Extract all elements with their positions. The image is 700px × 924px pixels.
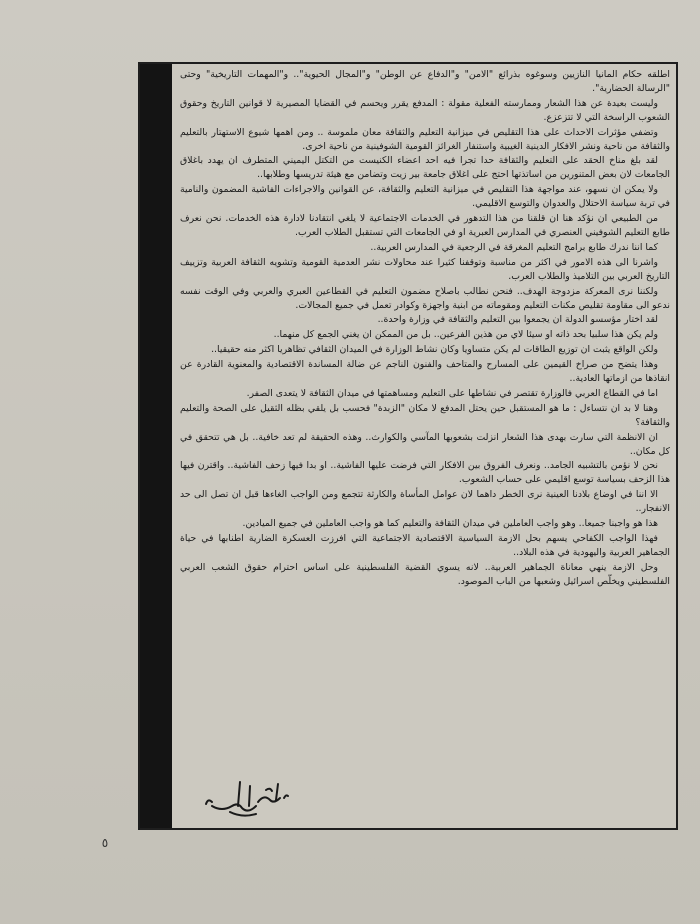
paragraph: ولا يمكن ان نسهو، عند مواجهة هذا التقليص في ميزانية التعليم والثقافة، عن القوانين والاجراءات الفاشية المضمون والنامية في تربة سياسة الاحتلال والعدوان والتوسع الاقليمي. [180, 184, 670, 210]
paragraph: من الطبيعي ان نؤكد هنا ان قلقنا من هذا التدهور في الخدمات الاجتماعية لا يلغي انتقادنا لادارة هذه الخدمات. نحن نعرف طابع التعليم الشوفيني العنصري في المدارس العبرية او في الجامعات التي تستقبل الطلاب العرب. [180, 213, 670, 238]
paragraph: ان الانظمة التي سارت بهدى هذا الشعار انزلت بشعوبها المآسي والكوارث.. وهذه الحقيقة لم تعد خافية.. بل هي تتحقق في كل مكان.. [180, 431, 670, 457]
paragraph: وليست بعيدة عن هذا الشعار وممارسته الفعلية مقولة : المدفع يقرر ويحسم في القضايا المصيرية لا قوانين التاريخ وحقوق الشعوب الراسخة التي لا تتزعزع. [180, 97, 670, 123]
paragraph: ولم يكن هذا سلبيا بحد ذاته او سيئا لاي من هذين الفرعين.. بل من الممكن ان يغني الجمع كل منهما.. [273, 329, 658, 341]
paragraph: لقد اختار مؤسسو الدولة ان يجمعوا بين التعليم والثقافة في وزارة واحدة.. [377, 314, 658, 326]
paragraph: وهذا يتضح من صراخ القيمين على المسارح والمتاحف والفنون الناجم عن ضالة المساندة الاقتصادية والمعنوية القادرة عن انقاذها من ازماتها العادية.. [180, 359, 670, 385]
paragraph: ولكن الواقع يثبت ان توزيع الطاقات لم يكن متساويا وكان نشاط الوزارة في الميدان الثقافي تظاهريا اكثر منه حقيقيا.. [211, 344, 658, 356]
article-body [180, 68, 670, 768]
paragraph: ولكننا نرى المعركة مزدوجة الهدف.. فنحن نطالب باصلاح مضمون التعليم في القطاعين العبري والعربي وفي الوقت نفسه ندعو الى مقاومة تقليص مكنات التعليم ومقوماته من ابنية واجهزة وكوادر تعمل في جميع المجالات. [180, 285, 670, 311]
paragraph: واشرنا الى هذه الامور في اكثر من مناسبة وتوقفنا كثيرا عند محاولات نشر العدمية القومية وتشويه الثقافة العربية وتزييف التاريخ العربي بين التلاميذ والطلاب العرب. [180, 256, 670, 282]
signature-handwritten [200, 776, 290, 822]
paragraph: هذا هو واجبنا جميعا.. وهو واجب العاملين في ميدان الثقافة والتعليم كما هو واجب العاملين في جميع الميادين. [242, 518, 658, 530]
paragraph: لقد بلغ مناخ الحقد على التعليم والثقافة حدا تجرا فيه احد اعضاء الكنيست من التكتل اليميني المتطرف ان يهدد باغلاق الجامعات لان بعض المتنورين من اساتذتها احتج على اغلاق جامعة بير زيت وتضامن مع هيئة تدريسها وطلابها.. [180, 155, 670, 181]
paragraph: وحل الازمة ينهي معاناة الجماهير العربية.. لانه يسوي القضية الفلسطينية على اساس احترام حقوق الشعب العربي الفلسطيني ويخلّص اسرائيل وشعبها من الباب الموصود. [180, 561, 670, 587]
paragraph: الا اننا في اوضاع بلادنا العينية نرى الخطر داهما لان عوامل المأساة والكارثة تتجمع ومن الواجب الغاءها قبل ان تصل الى حد الانفجار.. [180, 489, 670, 515]
paragraph: كما اننا ندرك طابع برامج التعليم المغرقة في الرجعية في المدارس العربية.. [370, 241, 658, 253]
paragraph: اما في القطاع العربي فالوزارة تقتصر في نشاطها على التعليم ومساهمتها في ميدان الثقافة لا يتعدى الصفر. [246, 387, 658, 399]
page-number: ٥ [101, 836, 109, 850]
paragraph: وهنا لا بد ان نتساءل : ما هو المستقبل حين يحتل المدفع لا مكان "الزبدة" فحسب بل يلقي بظله الثقيل على الصحة والتعليم والثقافة؟ [180, 402, 670, 428]
paragraph: اطلقه حكام المانيا النازيين وسوغوه بذرائع "الامن" و"الدفاع عن الوطن" و"المجال الحيوية".. و"المهمات التاريخية" وحتى "الرسالة الحضارية". [180, 69, 670, 94]
decorative-black-bar [140, 64, 172, 828]
paragraph: وتضفي مؤثرات الاحداث على هذا التقليص في ميزانية التعليم والثقافة معان ملموسة .. ومن اهمها شيوع الاستهتار بالتعليم والثقافة من ناحية ونشر الافكار الدينية الغيبية واستنفار الغرائز القومية الشوفينية من ناحية اخرى. [180, 126, 670, 152]
paragraph: فهذا الواجب الكفاحي يسهم بحل الازمة السياسية الاقتصادية الاجتماعية التي افرزت العسكرة الضارية اطنابها في حياة الجماهير العربية واليهودية في هذه البلاد.. [180, 533, 670, 558]
paragraph: نحن لا نؤمن بالتشبيه الجامد.. ونعرف الفروق بين الافكار التي فرضت عليها الفاشية.. او بدا فيها زحف الفاشية.. واقترن فيها هذا الزحف بسياسة توسع اقليمي على حساب الشعوب. [180, 460, 670, 486]
